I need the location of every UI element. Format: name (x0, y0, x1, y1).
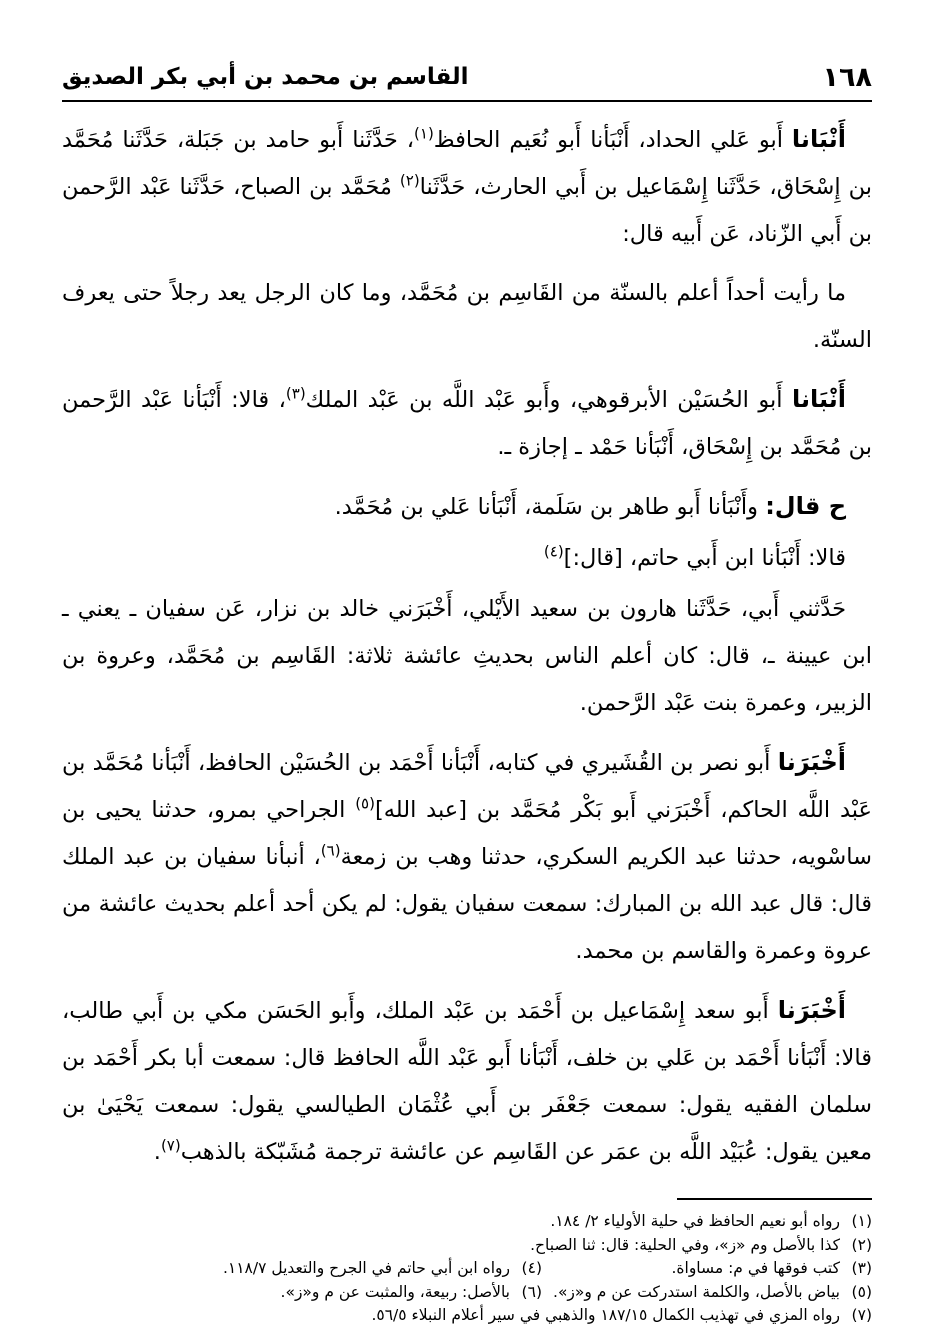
paragraph-text: ، أنبأنا سفيان بن عبد الملك قال: قال عبد الله بن المبارك: سمعت سفيان يقول: لم يكن أحد أعلم بحديث عائشة من عروة وعمرة والقاسم بن محمد. (62, 844, 872, 964)
paragraph-lead-word: ح قال: (765, 492, 846, 520)
book-page (62, 56, 872, 1328)
footnote-text: رواه ابن أبي حاتم في الجرح والتعديل ١١٨/٧. (222, 1259, 510, 1277)
footnote (62, 1234, 872, 1258)
paragraph-text: ، حَدَّثَنا أَبو حامد بن جَبَلة، حَدَّثَنا مُحَمَّد بن إِسْحَاق، حَدَّثَنا إِسْمَاعيل بن أَبي الحارث، حَدَّثَنا (62, 127, 872, 200)
footnote-number: (٤) (521, 1259, 542, 1277)
paragraph-lead-word: أَنْبَانا (791, 125, 846, 153)
paragraph-text: أَبو الحُسَيْن الأبرقوهي، وأَبو عَبْد اللَّه بن عَبْد الملك (305, 387, 792, 413)
paragraph-text: أَبو نصر بن القُشَيري في كتابه، أَنْبَأنا أَحْمَد بن الحُسَيْن الحافظ، أَنْبَأنا مُحَمَّد بن عَبْد اللَّه الحاكم، أَخْبَرَني أَبو بَكْر مُحَمَّد بن [عبد الله] (62, 750, 872, 823)
footnote (62, 1304, 872, 1328)
footnote (62, 1210, 872, 1234)
paragraph-text: أَبو عَلي الحداد، أَنْبَأنا أَبو نُعَيم الحافظ (433, 127, 792, 153)
main-text (62, 116, 872, 1176)
paragraph (62, 270, 872, 364)
paragraph-text: . (153, 1139, 161, 1165)
footnote-reference: (٥) (355, 794, 375, 813)
footnote-text: رواه أبو نعيم الحافظ في حلية الأولياء ٢/ ١٨٤. (550, 1212, 840, 1230)
footnote (223, 1257, 542, 1281)
paragraph-lead-word: أَنْبَانا (791, 385, 847, 413)
paragraph (62, 987, 872, 1176)
paragraph-text: حَدَّثني أَبي، حَدَّثَنا هارون بن سعيد الأَيْلي، أَخْبَرَني خالد بن نزار، عَن سفيان ـ يعني ـ ابن عيينة ـ، قال: كان أعلم الناس بحديثِ عائشة ثلاثة: القَاسِم بن مُحَمَّد، وعروة بن الزبير، وعمرة بنت عَبْد الرَّحمن. (62, 596, 872, 716)
footnote-number: (٥) (851, 1282, 872, 1301)
footnote-reference: (٧) (160, 1136, 181, 1155)
footnote-separator (677, 1198, 872, 1200)
footnote-text: كتب فوقها في م: مساواة. (671, 1259, 840, 1277)
footnote-text: بياض بالأصل، والكلمة استدركت عن م و«ز». (553, 1282, 840, 1301)
paragraph (62, 483, 872, 531)
page-header (62, 56, 872, 102)
paragraph (62, 535, 872, 582)
paragraph-lead-word: أَخْبَرَنا (777, 996, 846, 1024)
footnote-number: (٧) (851, 1306, 872, 1324)
footnote-reference: (٢) (399, 171, 420, 190)
page-number: ١٦٨ (822, 62, 872, 93)
paragraph-text: وأَنْبَأنا أَبو طاهر بن سَلَمة، أَنْبَأنا عَلي بن مُحَمَّد. (334, 494, 766, 520)
paragraph (62, 739, 872, 975)
footnotes (62, 1210, 872, 1328)
paragraph (62, 586, 872, 727)
footnote-row (62, 1281, 872, 1305)
paragraph-text: قالا: أَنْبَأنا ابن أَبي حاتم، [قال:] (563, 545, 846, 571)
footnote-text: كذا بالأصل وم «ز»، وفي الحلية: قال: ثنا الصباح. (530, 1235, 840, 1254)
footnote-number: (٢) (851, 1235, 872, 1254)
footnote (542, 1257, 872, 1281)
paragraph-lead-word: أَخْبَرَنا (777, 748, 846, 776)
footnote (542, 1281, 872, 1305)
footnote-reference: (١) (414, 124, 434, 143)
footnote-number: (١) (851, 1212, 872, 1230)
footnote (281, 1281, 542, 1305)
footnote-number: (٣) (851, 1259, 872, 1277)
footnote-text: بالأصل: ربيعة، والمثبت عن م و«ز». (280, 1282, 510, 1301)
paragraph-text: الجراحي بمرو، حدثنا يحيى بن ساسْويه، حدثنا عبد الكريم السكري، حدثنا وهب بن زمعة (62, 797, 872, 870)
footnote-number: (٦) (521, 1282, 542, 1301)
paragraph-text: ما رأيت أحداً أعلم بالسنّة من القَاسِم بن مُحَمَّد، وما كان الرجل يعد رجلاً حتى يعرف السنّة. (62, 280, 872, 353)
paragraph (62, 116, 872, 258)
paragraph (62, 376, 872, 471)
footnote-reference: (٦) (320, 841, 341, 860)
paragraph-text: ، قالا: أَنْبَأنا عَبْد الرَّحمن بن مُحَمَّد بن إِسْحَاق، أَنْبَأنا حَمْد ـ إجازة ـ. (62, 387, 872, 460)
paragraph-text: مُحَمَّد بن الصباح، حَدَّثَنا عَبْد الرَّحمن بن أَبي الزّناد، عَن أَبيه قال: (62, 174, 872, 247)
footnote-text: رواه المزي في تهذيب الكمال ١٨٧/١٥ والذهبي في سير أعلام النبلاء ٥٦/٥. (371, 1306, 840, 1324)
running-title: القاسم بن محمد بن أبي بكر الصديق (62, 64, 469, 90)
footnote-row (62, 1257, 872, 1281)
footnote-reference: (٣) (285, 384, 306, 403)
footnote-reference: (٤) (543, 542, 564, 561)
paragraph-text: أَبو سعد إِسْمَاعيل بن أَحْمَد بن عَبْد الملك، وأَبو الحَسَن مكي بن أَبي طالب، قالا: أَنْبَأنا أَحْمَد بن عَلي بن خلف، أَنْبَأنا أَبو عَبْد اللَّه الحافظ قال: سمعت أبا بكر أَحْمَد بن سلمان الفقيه يقول: سمعت جَعْفَر بن أَبي عُثْمَان الطيالسي يقول: سمعت يَحْيَىٰ بن معين يقول: عُبَيْد اللَّه بن عمَر عن القَاسِم عن عائشة ترجمة مُشَبّكة بالذهب (62, 998, 872, 1165)
